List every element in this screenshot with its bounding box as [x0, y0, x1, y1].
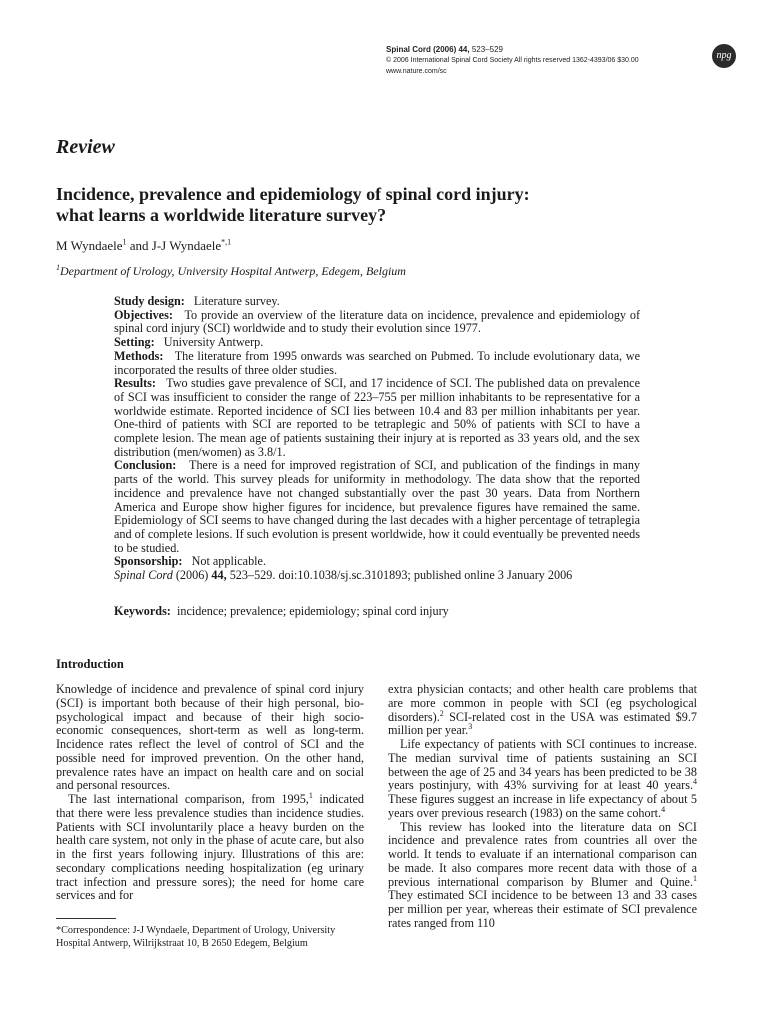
abstract-text: To provide an overview of the literature data on incidence, prevalence and epidemiology of spinal cord injury (SCI) worldwide and to study their evolution since 1977.: [114, 307, 640, 336]
abstract-label: Setting:: [114, 335, 155, 350]
author-list: [56, 238, 231, 254]
keywords-label: Keywords:: [114, 604, 171, 618]
keywords-text: incidence; prevalence; epidemiology; spinal cord injury: [176, 604, 449, 618]
abstract-label: Results:: [114, 376, 156, 391]
paragraph-text: SCI-related cost in the USA was estimated $9.7 million per year.: [388, 709, 697, 738]
author-affiliation-mark: 1: [122, 237, 127, 247]
paragraph: [388, 821, 697, 931]
citation-details[interactable]: 523–529. doi:10.1038/sj.sc.3101893; published online 3 January 2006: [226, 568, 573, 583]
journal-header: [386, 44, 639, 77]
abstract-objectives: [114, 309, 640, 336]
journal-pages: 523–529: [471, 45, 503, 54]
abstract-text: The literature from 1995 onwards was searched on Pubmed. To include evolutionary data, we incorporated the results of three older studies.: [114, 348, 641, 377]
reference-mark[interactable]: 2: [439, 708, 444, 718]
abstract: [114, 295, 640, 583]
journal-citation: [386, 44, 639, 55]
affiliation-text: Department of Urology, University Hospital Antwerp, Edegem, Belgium: [60, 264, 406, 278]
abstract-label: Study design:: [114, 294, 185, 308]
paragraph: [56, 790, 364, 903]
journal-name: Spinal Cord (2006) 44,: [386, 45, 470, 54]
abstract-results: [114, 377, 640, 459]
citation-year: (2006): [172, 568, 212, 583]
abstract-study-design: [114, 295, 640, 309]
keywords: [114, 604, 634, 619]
paragraph-text: This review has looked into the literature data on SCI incidence and prevalence rates from countries all over the world. It tends to evaluate if an international comparison can be made. It also compares more recent data with those of a previous international comparison by Blumer and Quine.: [388, 819, 697, 889]
abstract-text: Literature survey.: [193, 294, 280, 308]
abstract-setting: [114, 336, 640, 350]
paragraph-text: The last international comparison, from 1995,: [68, 792, 309, 806]
paragraph-text: indicated that there were less prevalence studies than incidence studies. Patients with SCI involuntarily place a heavy burden on the health care system, not only in the phase of acute care, but also in the first years following injury. Illustrations of this are: secondary complications needing hospitalization (eg urinary tract infection and pressure sores); the need for home care services and for: [56, 792, 364, 903]
abstract-text: Not applicable.: [191, 554, 267, 569]
abstract-text: University Antwerp.: [163, 335, 264, 350]
body-column-right: [388, 683, 697, 931]
abstract-methods: [114, 350, 640, 377]
paragraph: [388, 738, 697, 821]
reference-mark[interactable]: 3: [468, 722, 473, 732]
section-heading: Introduction: [56, 657, 124, 671]
abstract-label: Objectives:: [114, 307, 173, 322]
affiliation: [56, 264, 406, 279]
reference-mark[interactable]: 4: [661, 804, 666, 814]
author-separator: and: [126, 238, 152, 253]
copyright-line: © 2006 International Spinal Cord Society All rights reserved 1362-4393/06 $30.00: [386, 57, 639, 64]
title-line: Incidence, prevalence and epidemiology of spinal cord injury:: [56, 184, 530, 204]
paragraph-text: They estimated SCI incidence to be between 13 and 33 cases per million per year, whereas their estimate of SCI prevalence rates ranged from 110: [388, 888, 697, 930]
reference-mark[interactable]: 1: [693, 873, 697, 883]
footnote-divider: [56, 918, 116, 919]
abstract-label: Conclusion:: [114, 458, 177, 473]
citation-volume: 44,: [211, 568, 227, 583]
citation-line: [114, 569, 640, 583]
paragraph: [388, 683, 697, 738]
title-line: what learns a worldwide literature survey?: [56, 205, 387, 225]
body-column-left: [56, 683, 364, 903]
author-name: J-J Wyndaele: [151, 238, 222, 253]
abstract-sponsorship: [114, 555, 640, 569]
reference-mark[interactable]: 1: [308, 790, 313, 800]
paragraph: Knowledge of incidence and prevalence of spinal cord injury (SCI) is important both because of their high personal, bio-psychological impact and because of their high socio-economic consequences, short-term as well as long-term. Incidence rates reflect the level of control of SCI and the possible need for improved prevention. On the other hand, prevalence rates have an impact on health care and on social and personal resources.: [56, 682, 364, 793]
citation-journal: Spinal Cord: [114, 568, 173, 583]
abstract-label: Sponsorship:: [114, 554, 183, 569]
npg-logo: npg: [712, 44, 736, 68]
abstract-text: Two studies gave prevalence of SCI, and 17 incidence of SCI. The published data on prevalence of SCI was insufficient to consider the range of 223–755 per million inhabitants to be representative for a worldwide estimate. Reported incidence of SCI lies between 10.4 and 83 per million inhabitants per year. One-third of patients with SCI are reported to be tetraplegic and 50% of patients with SCI to have a complete lesion. The mean age of patients sustaining their injury at is reported as 33 years old, and the sex distribution (men/women) as 3.8/1.: [114, 376, 641, 459]
correspondence-footnote: *Correspondence: J-J Wyndaele, Department of Urology, University Hospital Antwerp, Wilrijkstraat 10, B 2650 Edegem, Belgium: [56, 925, 336, 949]
reference-mark[interactable]: 4: [693, 777, 697, 787]
paragraph-text: Life expectancy of patients with SCI continues to increase. The median survival time of patients sustaining an SCI between the age of 25 and 34 years has been predicted to be 38 years postinjury, with 43% surviving for at least 40 years.: [388, 737, 697, 793]
journal-url[interactable]: www.nature.com/sc: [386, 68, 447, 75]
author-name: M Wyndaele: [56, 238, 123, 253]
paragraph-text: These figures suggest an increase in life expectancy of about 5 years over previous research (1983) on the same cohort.: [388, 792, 697, 820]
abstract-label: Methods:: [114, 348, 164, 363]
section-label: Review: [56, 136, 115, 158]
affiliation-mark: 1: [56, 263, 60, 272]
article-title: [56, 184, 656, 226]
abstract-conclusion: [114, 459, 640, 555]
paragraph-text: extra physician contacts; and other health care problems that are more common in people with SCI (eg psychological disorders).: [388, 682, 697, 724]
author-affiliation-mark: *,1: [221, 237, 232, 247]
abstract-text: There is a need for improved registration of SCI, and publication of the findings in many parts of the world. This survey pleads for uniformity in methodology. The data show that the reported incidence and prevalence have not changed substantially over the past 30 years. Data from Northern America and Europe show higher figures for incidence, but prevalence figures have remained the same. Epidemiology of SCI seems to have changed during the last decades with a higher percentage of tetraplegia and of complete lesions. If such evolution is present worldwide, how it could eventually be prevented needs to be studied.: [114, 458, 641, 555]
